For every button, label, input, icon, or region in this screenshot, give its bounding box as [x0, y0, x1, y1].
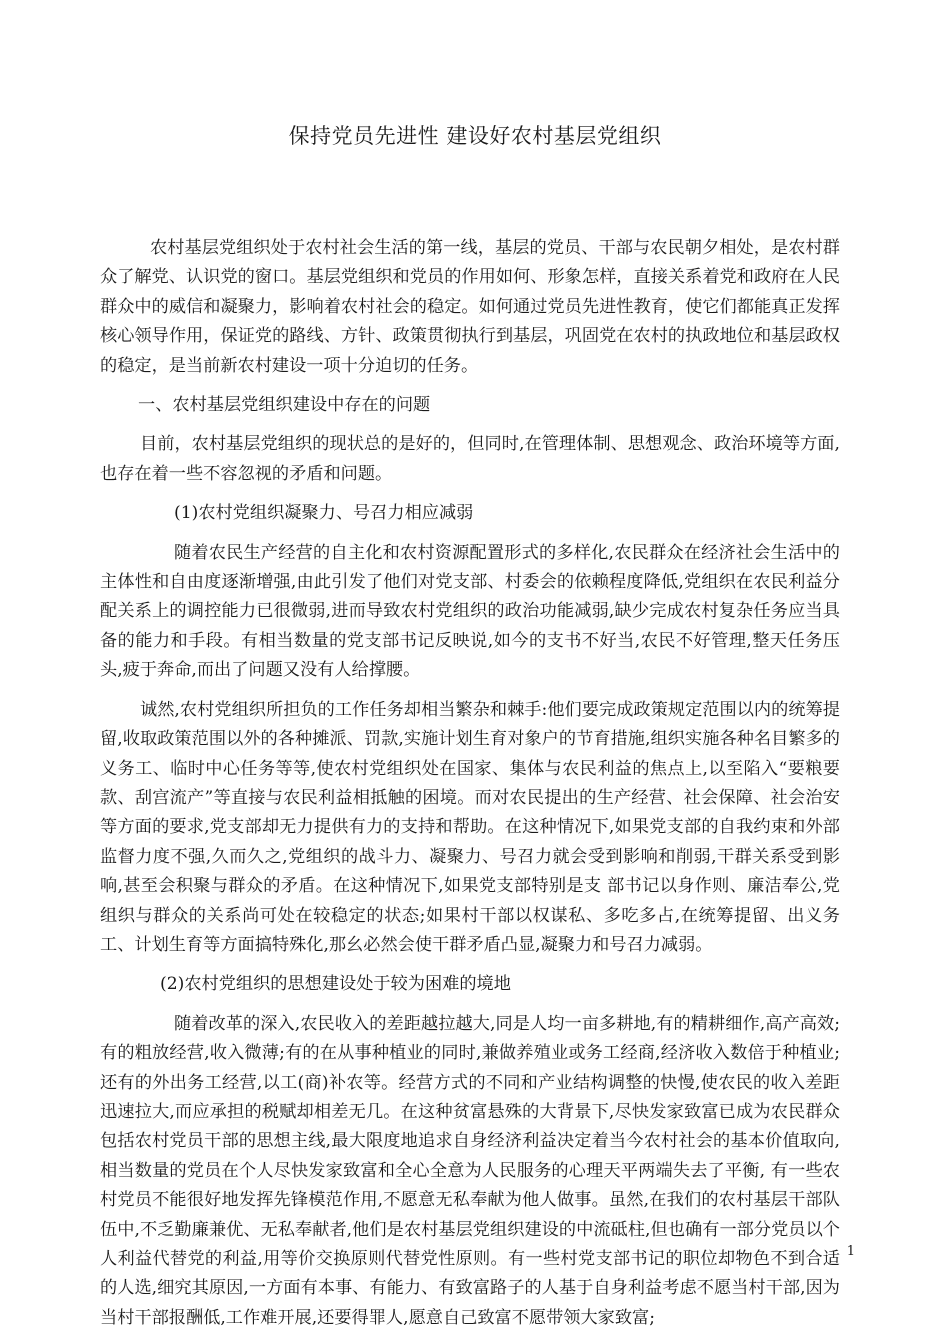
subsection1-paragraph-1: 随着农民生产经营的自主化和农村资源配置形式的多样化,农民群众在经济社会生活中的主体性和自由度逐渐增强,由此引发了他们对党支部、村委会的依赖程度降低,党组织在农民利益分配关系上的调控能力已很微弱,进而导致农村党组织的政治功能减弱,缺少完成农村复杂任务应当具备的能力和手段。有相当数量的党支部书记反映说,如今的支书不好当,农民不好管理,整天任务压头,疲于奔命,而出了问题又没有人给撑腰。 [100, 542, 840, 681]
document-body [100, 234, 840, 1333]
subsection1-paragraph-2: 诚然,农村党组织所担负的工作任务却相当繁杂和棘手:他们要完成政策规定范围以内的统筹提留,收取政策范围以外的各种摊派、罚款,实施计划生育对象户的节育措施,组织实施各种名目繁多的义务工、临时中心任务等等,使农村党组织处在国家、集体与农民利益的焦点上,以至陷入“要粮要款、刮宫流产”等直接与农民利益相抵触的困境。而对农民提出的生产经营、社会保障、社会治安等方面的要求,党支部却无力提供有力的支持和帮助。在这种情况下,如果党支部的自我约束和外部监督力度不强,久而久之,党组织的战斗力、凝聚力、号召力就会受到影响和削弱,干群关系受到影响,甚至会积聚与群众的矛盾。在这种情况下,如果党支部特别是支 部书记以身作则、廉洁奉公,党组织与群众的关系尚可处在较稳定的状态;如果村干部以权谋私、多吃多占,在统筹提留、出义务工、计划生育等方面搞特殊化,那幺必然会使干群矛盾凸显,凝聚力和号召力减弱。 [100, 699, 840, 955]
page-number: 1 [846, 1244, 855, 1259]
subsection-heading-2: (2)农村党组织的思想建设处于较为困难的境地 [160, 974, 511, 995]
section-heading-1: 一、农村基层党组织建设中存在的问题 [138, 395, 431, 416]
subsection-heading-1: (1)农村党组织凝聚力、号召力相应减弱 [174, 503, 474, 524]
intro-paragraph: 农村基层党组织处于农村社会生活的第一线，基层的党员、干部与农民朝夕相处，是农村群众了解党、认识党的窗口。基层党组织和党员的作用如何、形象怎样，直接关系着党和政府在人民群众中的威信和凝聚力，影响着农村社会的稳定。如何通过党员先进性教育，使它们都能真正发挥核心领导作用，保证党的路线、方针、政策贯彻执行到基层，巩固党在农村的执政地位和基层政权的稳定，是当前新农村建设一项十分迫切的任务。 [100, 238, 840, 376]
section1-intro-paragraph: 目前，农村基层党组织的现状总的是好的，但同时,在管理体制、思想观念、政治环境等方面,也存在着一些不容忽视的矛盾和问题。 [100, 434, 840, 484]
document-title: 保持党员先进性 建设好农村基层党组织 [288, 124, 662, 148]
subsection2-paragraph-1: 随着改革的深入,农民收入的差距越拉越大,同是人均一亩多耕地,有的精耕细作,高产高效;有的粗放经营,收入微薄;有的在从事种植业的同时,兼做养殖业或务工经商,经济收入数倍于种植业;还有的外出务工经营,以工(商)补农等。经营方式的不同和产业结构调整的快慢,使农民的收入差距迅速拉大,而应承担的税赋却相差无几。在这种贫富悬殊的大背景下,尽快发家致富已成为农民群众包括农村党员干部的思想主线,最大限度地追求自身经济利益决定着当今农村社会的基本价值取向,相当数量的党员在个人尽快发家致富和全心全意为人民服务的心理天平两端失去了平衡, 有一些农村党员不能很好地发挥先锋模范作用,不愿意无私奉献为他人做事。虽然,在我们的农村基层干部队伍中,不乏勤廉兼优、无私奉献者,他们是农村基层党组织建设的中流砥柱,但也确有一部分党员以个人利益代替党的利益,用等价交换原则代替党性原则。有一些村党支部书记的职位却物色不到合适的人选,细究其原因,一方面有本事、有能力、有致富路子的人基于自身利益考虑不愿当村干部,因为当村干部报酬低,工作难开展,还要得罪人,愿意自己致富不愿带领大家致富; [100, 1013, 840, 1328]
